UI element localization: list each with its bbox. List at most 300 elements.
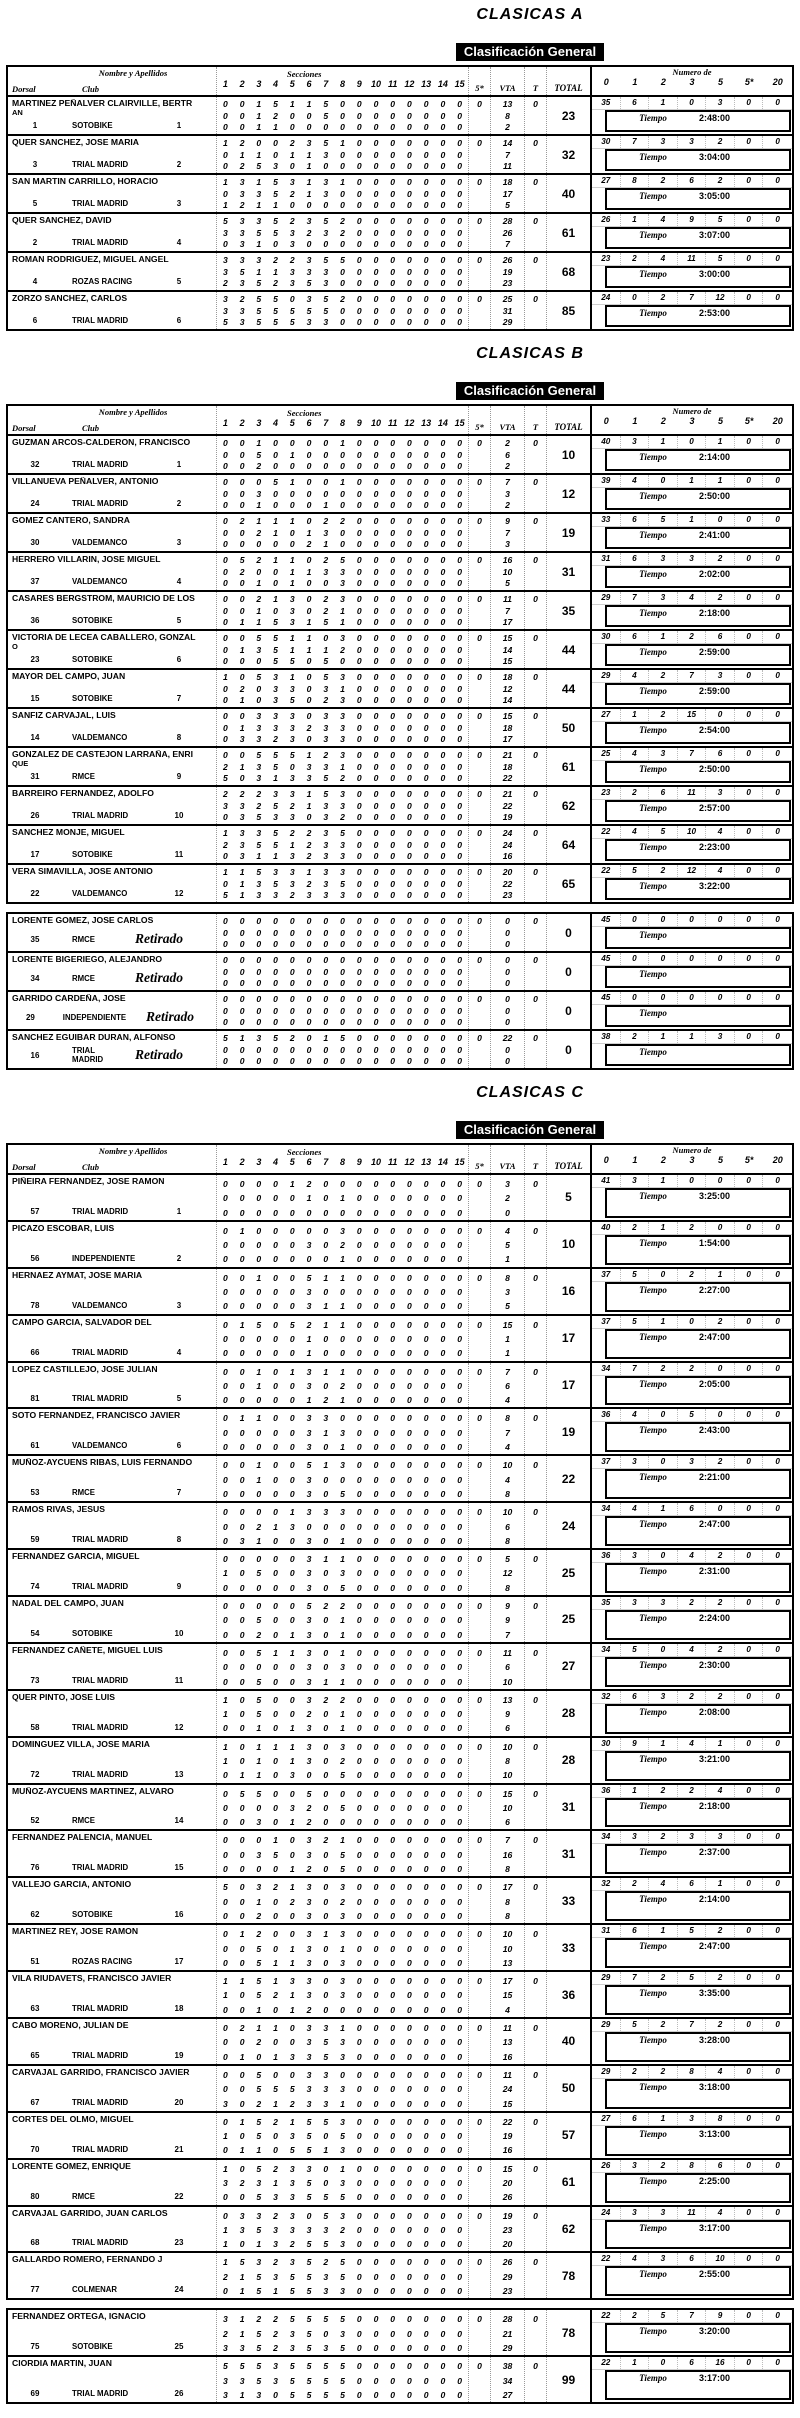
numero-tiempo-cell: [590, 2066, 792, 2111]
section-score: 0: [457, 1896, 463, 1907]
rider-meta: [12, 1629, 214, 1638]
section-score: 0: [239, 994, 245, 1004]
section-score: 0: [457, 2131, 463, 2142]
section-score: 0: [457, 1254, 463, 1265]
section-score: 0: [440, 2131, 446, 2142]
section-score: 0: [239, 1240, 245, 1251]
numero-count: 6: [621, 553, 650, 565]
t-cell: [524, 826, 546, 863]
rider-name: PIÑEIRA FERNANDEZ, JOSE RAMON: [12, 1177, 165, 1186]
section-score: 0: [407, 1413, 412, 1424]
rider-meta: [12, 616, 214, 625]
section-score: 5: [256, 1957, 262, 1968]
section-number: 4: [273, 1157, 279, 1167]
numero-count: 2: [706, 1550, 735, 1562]
section-score: 0: [323, 1723, 329, 1734]
section-score: 0: [273, 955, 278, 965]
section-score: 0: [390, 594, 396, 604]
five-star-value: 0: [477, 1976, 482, 1987]
lap-scores-row: [217, 955, 468, 967]
section-score: 3: [222, 2375, 228, 2386]
section-score: 0: [323, 1741, 329, 1752]
rider-meta: [12, 316, 214, 325]
section-score: 0: [440, 1554, 446, 1565]
section-score: 0: [407, 566, 412, 577]
t-cell: [524, 2207, 546, 2252]
numero-column-header: 0: [603, 77, 609, 87]
section-score: 0: [273, 1943, 278, 1954]
section-score: 0: [440, 2361, 446, 2372]
section-score: 0: [457, 1802, 463, 1813]
section-score: 3: [306, 1301, 312, 1312]
section-score: 0: [356, 1033, 362, 1043]
section-score: 0: [390, 1864, 396, 1875]
section-score: 0: [239, 1694, 245, 1705]
section-score: 0: [407, 216, 412, 226]
section-score: 1: [289, 1864, 295, 1875]
numero-count: 0: [775, 98, 780, 107]
lap-scores-row: [217, 1693, 468, 1707]
section-score: 0: [373, 516, 379, 526]
vta-cell: [490, 748, 524, 785]
rider-name: GARRIDO CARDEÑA, JOSE: [12, 994, 126, 1003]
numero-counts-row: [592, 97, 792, 110]
section-score: 0: [356, 1395, 362, 1406]
section-score: 0: [390, 2051, 396, 2062]
section-score: 0: [457, 2342, 463, 2353]
section-score: 0: [356, 578, 362, 588]
section-score: 0: [390, 617, 396, 627]
numero-count: 1: [621, 214, 650, 226]
t-cell: [524, 97, 546, 134]
table-row: [8, 1454, 792, 1501]
vta-value: 2: [505, 461, 510, 471]
section-score: 0: [423, 812, 429, 822]
numero-count: 0: [735, 1409, 764, 1421]
section-score: 0: [457, 1976, 463, 1987]
section-score: 0: [239, 1896, 245, 1907]
table-row: [8, 1736, 792, 1783]
rider-club: VALDEMANCO: [72, 577, 128, 586]
rider-info-cell: [8, 1878, 216, 1923]
section-score: 0: [273, 1017, 278, 1027]
section-score: 0: [239, 1005, 245, 1016]
section-scores-cell: [216, 97, 468, 134]
section-score: 0: [440, 266, 446, 277]
section-score: 0: [289, 1676, 295, 1687]
section-score: 0: [356, 878, 362, 889]
section-score: 3: [256, 255, 262, 265]
section-score: 0: [373, 278, 379, 288]
section-score: 0: [222, 1723, 228, 1734]
table-row: [8, 290, 792, 329]
section-score: 0: [440, 2314, 446, 2325]
lap-scores-row: [217, 200, 468, 212]
rider-position: 23: [174, 2238, 184, 2248]
section-score: 0: [407, 1882, 412, 1893]
section-score: 0: [373, 2328, 379, 2339]
section-score: 0: [356, 1017, 362, 1027]
tiempo-label: Tiempo: [639, 1237, 667, 1248]
rider-dorsal: 67: [30, 2097, 40, 2107]
numero-count: 10: [706, 2253, 735, 2265]
section-score: 0: [373, 477, 379, 487]
section-score: 1: [256, 2239, 262, 2250]
section-score: 0: [340, 161, 345, 171]
section-score: 3: [306, 2163, 312, 2174]
section-score: 0: [273, 1554, 278, 1565]
rider-info-cell: [8, 1031, 216, 1068]
section-score: 0: [390, 1507, 396, 1518]
section-score: 0: [289, 1582, 295, 1593]
section-score: 0: [356, 2163, 362, 2174]
table-row: [8, 1361, 792, 1408]
section-score: 3: [289, 773, 295, 783]
section-score: 0: [273, 1179, 278, 1189]
section-score: 0: [222, 927, 228, 938]
section-score: 0: [407, 800, 412, 811]
rider-position: 16: [174, 1910, 184, 1920]
section-score: 0: [407, 1033, 412, 1043]
section-score: 0: [457, 2389, 463, 2400]
section-score: 1: [340, 2163, 345, 2174]
section-score: 0: [373, 177, 379, 187]
numero-count: 0: [775, 1363, 780, 1373]
numero-count: 3: [621, 2160, 650, 2172]
section-score: 0: [407, 644, 412, 655]
section-score: 0: [239, 1835, 245, 1846]
numero-count: 2: [649, 1363, 678, 1375]
section-score: 5: [340, 555, 345, 565]
numero-count: 1: [678, 475, 707, 487]
tiempo-box: [605, 110, 791, 132]
section-score: 0: [440, 227, 446, 238]
section-score: 1: [289, 516, 295, 526]
section-score: 0: [289, 1601, 295, 1612]
section-score: 0: [407, 867, 412, 877]
section-score: 2: [340, 1755, 345, 1766]
five-star-header: 5*: [468, 1145, 490, 1173]
section-score: 0: [423, 683, 429, 694]
section-score: 0: [407, 1395, 412, 1406]
section-score: 5: [340, 2361, 345, 2372]
t-value: 0: [533, 1460, 538, 1471]
lap-scores-row: [217, 879, 468, 891]
section-score: 0: [289, 1849, 295, 1860]
section-score: 0: [289, 1835, 295, 1846]
tiempo-box: [605, 1704, 791, 1734]
vta-value: 16: [502, 2145, 513, 2156]
rider-name: NADAL DEL CAMPO, JUAN: [12, 1599, 124, 1609]
section-score: 1: [256, 851, 262, 861]
section-score: 0: [423, 2178, 429, 2188]
section-score: 5: [273, 656, 278, 666]
section-score: 0: [407, 633, 412, 643]
vta-cell: [490, 2066, 524, 2111]
section-score: 5: [306, 2116, 312, 2127]
section-score: 0: [440, 1817, 446, 1828]
section-score: 0: [440, 878, 446, 889]
section-score: 0: [440, 644, 446, 655]
section-score: 1: [239, 1033, 245, 1043]
rider-name: FERNANDEZ CAÑETE, MIGUEL LUIS: [12, 1645, 163, 1655]
numero-counts-row: [592, 787, 792, 800]
section-score: 0: [390, 1413, 396, 1424]
section-score: 0: [390, 149, 396, 160]
section-score: 0: [356, 1864, 362, 1875]
section-score: 3: [340, 734, 345, 744]
numero-count: 0: [649, 1269, 678, 1281]
section-score: 0: [390, 1348, 396, 1359]
section-score: 0: [256, 695, 262, 705]
section-score: 1: [273, 555, 278, 565]
section-score: 0: [457, 110, 463, 121]
t-value: 0: [533, 750, 538, 760]
section-score: 0: [423, 1301, 429, 1312]
section-score: 0: [390, 2131, 396, 2142]
section-score: 0: [340, 1044, 345, 1055]
section-score: 1: [340, 1319, 345, 1330]
section-score: 3: [289, 239, 295, 249]
numero-count: 1: [649, 631, 678, 643]
section-score: 1: [273, 1957, 278, 1968]
rider-position: 5: [176, 277, 182, 286]
lap-scores-row: [217, 594, 468, 606]
section-score: 0: [323, 1535, 329, 1546]
t-value: 0: [533, 1788, 538, 1799]
section-score: 0: [356, 1287, 362, 1298]
section-score: 0: [323, 1802, 329, 1813]
numero-count: 0: [775, 1973, 780, 1983]
section-score: 5: [323, 2375, 329, 2386]
t-value: 0: [533, 672, 538, 682]
numero-count: 5: [621, 1316, 650, 1328]
section-score: 0: [457, 1240, 463, 1251]
lap-scores-row: [217, 161, 468, 173]
section-score: 0: [407, 1694, 412, 1705]
section-score: 0: [390, 955, 396, 965]
section-score: 3: [289, 2192, 295, 2203]
section-score: 0: [239, 1193, 245, 1204]
section-score: 0: [323, 1474, 329, 1485]
numero-count: 0: [735, 1222, 764, 1234]
rider-name: SANCHEZ MONJE, MIGUEL: [12, 828, 125, 837]
numero-count: 2: [678, 1785, 707, 1797]
vta-value: 17: [502, 1882, 513, 1893]
section-score: 0: [440, 1755, 446, 1766]
section-score: 1: [239, 1770, 245, 1781]
five-star-value: 0: [477, 216, 482, 226]
section-score: 5: [306, 2389, 312, 2400]
section-score: 0: [423, 278, 429, 288]
section-score: 0: [340, 149, 345, 160]
section-score: 0: [423, 1272, 429, 1283]
section-score: 5: [323, 294, 329, 304]
five-star-value: 0: [477, 477, 482, 487]
vta-value: 8: [505, 1488, 510, 1499]
section-score: 0: [440, 138, 446, 148]
numero-count: 35: [592, 1597, 621, 1609]
section-score: 0: [256, 1056, 262, 1066]
tiempo-value: 2:08:00: [699, 1706, 731, 1717]
rider-name: GOMEZ CANTERO, SANDRA: [12, 516, 130, 525]
tiempo-box: [605, 1469, 791, 1499]
section-score: 0: [306, 461, 312, 471]
section-score: 0: [457, 927, 463, 938]
section-score: 1: [256, 605, 262, 616]
section-score: 0: [356, 1990, 362, 2001]
section-score: 2: [323, 695, 329, 705]
section-score: 0: [222, 149, 228, 160]
rider-meta: [12, 655, 214, 664]
lap-scores-row: [217, 672, 468, 684]
t-value: 0: [533, 2210, 538, 2221]
numero-count: 0: [775, 915, 780, 924]
rider-meta: [12, 2098, 214, 2107]
vta-value: 9: [505, 1615, 510, 1626]
section-scores-cell: [216, 1222, 468, 1267]
tiempo-box: [605, 2266, 791, 2296]
tiempo-label: Tiempo: [639, 725, 667, 735]
section-score: 3: [306, 1442, 312, 1453]
section-score: 1: [289, 672, 295, 682]
numero-tiempo-cell: [590, 2160, 792, 2205]
section-score: 0: [356, 711, 362, 721]
section-score: 0: [340, 1348, 345, 1359]
t-value: 0: [533, 1507, 538, 1518]
vta-cell: [490, 2160, 524, 2205]
section-score: 0: [373, 161, 379, 171]
section-score: 0: [440, 1348, 446, 1359]
t-value: 0: [533, 2257, 538, 2268]
section-score: 0: [423, 488, 429, 499]
section-score: 5: [273, 188, 278, 199]
rider-position: 14: [174, 1816, 184, 1826]
numero-count: 4: [678, 592, 707, 604]
section-score: 0: [306, 711, 312, 721]
section-score: 0: [239, 1287, 245, 1298]
section-score: 0: [407, 2361, 412, 2372]
results-table: [6, 404, 794, 904]
section-score: 0: [440, 1864, 446, 1875]
section-score: 1: [256, 1535, 262, 1546]
section-number: 14: [437, 1157, 448, 1167]
section-score: 0: [457, 1179, 463, 1189]
tiempo-label: Tiempo: [639, 1800, 667, 1811]
section-score: 0: [457, 278, 463, 288]
total-value: 0: [546, 992, 590, 1029]
section-score: 0: [423, 851, 429, 861]
table-title-block: [130, 345, 800, 400]
section-number: 3: [256, 79, 262, 89]
section-score: 0: [356, 477, 362, 487]
section-score: 1: [289, 1943, 295, 1954]
section-score: 3: [340, 839, 345, 850]
section-score: 0: [239, 1395, 245, 1406]
numero-count: 4: [706, 865, 735, 877]
section-score: 3: [256, 1817, 262, 1828]
section-score: 0: [440, 1849, 446, 1860]
section-score: 0: [440, 1193, 446, 1204]
section-score: 0: [440, 1662, 446, 1673]
rider-meta: [12, 1770, 214, 1779]
rider-club: TRIAL MADRID: [72, 1675, 129, 1685]
section-score: 3: [239, 216, 245, 226]
section-score: 0: [289, 2069, 295, 2080]
section-score: 3: [273, 789, 278, 799]
section-score: 0: [222, 605, 228, 616]
section-score: 0: [423, 1319, 429, 1330]
section-score: 0: [390, 566, 396, 577]
vta-value: 0: [505, 955, 510, 965]
section-score: 5: [256, 294, 262, 304]
section-score: 0: [407, 200, 412, 210]
section-score: 0: [407, 2271, 412, 2282]
five-star-header: 5*: [468, 406, 490, 434]
section-score: 5: [256, 449, 262, 460]
numero-count: 7: [678, 2019, 707, 2031]
section-score: 0: [222, 188, 228, 199]
section-score: 0: [390, 2145, 396, 2156]
section-score: 0: [356, 605, 362, 616]
t-cell: [524, 1738, 546, 1783]
section-score: 0: [356, 2131, 362, 2142]
section-score: 1: [306, 527, 312, 538]
section-score: 0: [222, 978, 228, 988]
section-score: 0: [423, 177, 429, 187]
section-score: 0: [423, 1366, 429, 1377]
numero-count: 22: [592, 2253, 621, 2265]
five-star-cell: [468, 631, 490, 668]
section-score: 0: [440, 99, 446, 109]
rider-club: TRIAL MADRID: [72, 460, 129, 469]
five-star-cell: [468, 475, 490, 512]
vta-cell: [490, 2310, 524, 2355]
section-score: 0: [423, 1005, 429, 1016]
five-star-value: 0: [477, 916, 482, 926]
section-score: 0: [222, 2069, 228, 2080]
vta-value: 21: [502, 750, 513, 760]
section-number: 2: [239, 418, 245, 428]
rider-name: QUER SANCHEZ, DAVID: [12, 216, 112, 225]
section-score: 5: [273, 1849, 278, 1860]
numero-column-header: 1: [632, 1155, 638, 1165]
rider-name: LORENTE GOMEZ, ENRIQUE: [12, 2161, 131, 2171]
section-score: 0: [440, 773, 446, 783]
section-score: 0: [407, 161, 412, 171]
section-score: 1: [289, 1990, 295, 2001]
section-score: 3: [256, 773, 262, 783]
section-score: 0: [306, 1017, 312, 1027]
table-title: CLASICAS B: [476, 345, 584, 362]
section-score: 3: [256, 1033, 262, 1043]
section-score: 0: [323, 1179, 329, 1189]
numero-count: 0: [775, 2113, 780, 2123]
vta-value: 14: [502, 138, 513, 148]
section-number: 11: [388, 1157, 398, 1167]
numero-tiempo-cell: [590, 865, 792, 902]
section-number: 13: [421, 1157, 432, 1167]
section-scores-cell: [216, 2019, 468, 2064]
section-score: 3: [306, 266, 312, 277]
numero-count: 0: [735, 1831, 764, 1843]
tiempo-label: Tiempo: [639, 608, 667, 618]
numero-count: 0: [678, 97, 707, 109]
rider-club: SOTOBIKE: [72, 121, 113, 130]
five-star-value: 0: [477, 789, 482, 799]
section-score: 0: [356, 1835, 362, 1846]
section-score: 0: [423, 2224, 429, 2235]
